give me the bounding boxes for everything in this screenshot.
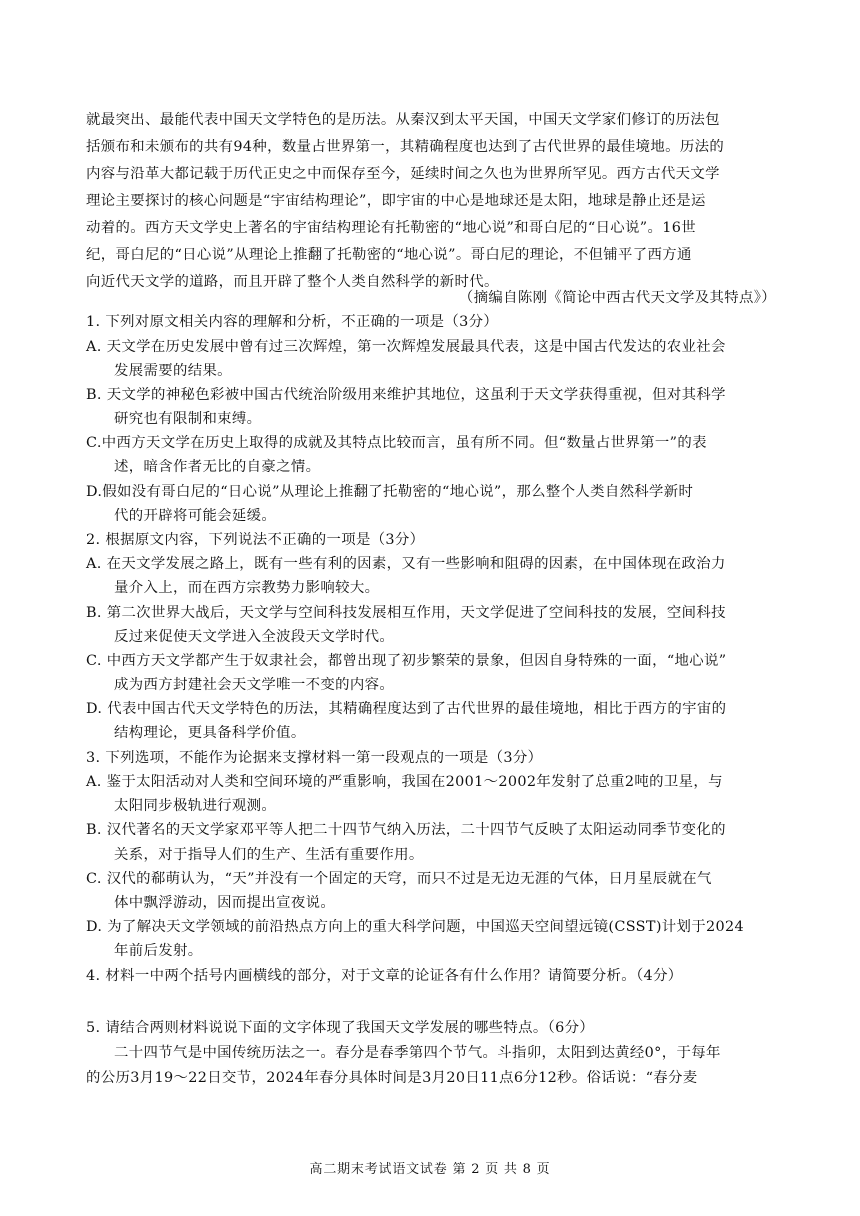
q2-option-a: A. 在天文学发展之路上，既有一些有利的因素，又有一些影响和阻碍的因素，在中国体现在政治力 xyxy=(86,556,726,572)
q1-option-d: D.假如没有哥白尼的“日心说”从理论上推翻了托勒密的“地心说”，那么整个人类自然科学新时 xyxy=(86,484,694,500)
q2-option-d-cont: 结构理论，更具备科学价值。 xyxy=(114,725,306,741)
q3-option-c: C. 汉代的郗萌认为，“天”并没有一个固定的天穹，而只不过是无边无涯的气体，日月星辰就在气 xyxy=(86,871,712,887)
q2-option-c: C. 中西方天文学都产生于奴隶社会，都曾出现了初步繁荣的景象，但因自身特殊的一面，“地心说” xyxy=(86,653,727,669)
q5-material-line: 二十四节气是中国传统历法之一。春分是春季第四个节气。斗指卯，太阳到达黄经0°，于每年 xyxy=(114,1045,721,1061)
q1-option-d-cont: 代的开辟将可能会延缓。 xyxy=(114,508,277,524)
q1-option-c: C.中西方天文学在历史上取得的成就及其特点比较而言，虽有所不同。但“数量占世界第一”的表 xyxy=(86,435,707,451)
question-4-stem: 4. 材料一中两个括号内画横线的部分，对于文章的论证各有什么作用？请简要分析。（4分） xyxy=(86,968,683,984)
q3-option-b-cont: 关系，对于指导人们的生产、生活有重要作用。 xyxy=(114,847,424,863)
q1-option-b: B. 天文学的神秘色彩被中国古代统治阶级用来维护其地位，这虽利于天文学获得重视，但对其科学 xyxy=(86,387,726,403)
q3-option-a: A. 鉴于太阳活动对人类和空间环境的严重影响，我国在2001～2002年发射了总重2吨的卫星，与 xyxy=(86,774,723,790)
q5-material-line: 的公历3月19～22日交节，2024年春分具体时间是3月20日11点6分12秒。俗话说：“春分麦 xyxy=(86,1070,698,1086)
q3-option-b: B. 汉代著名的天文学家邓平等人把二十四节气纳入历法，二十四节气反映了太阳运动同季节变化的 xyxy=(86,822,726,838)
q3-option-c-cont: 体中飘浮游动，因而提出宣夜说。 xyxy=(114,895,336,911)
passage-line: 内容与沿革大都记载于历代正史之中而保存至今，延续时间之久也为世界所罕见。西方古代天文学 xyxy=(86,166,720,182)
q2-option-b: B. 第二次世界大战后，天文学与空间科技发展相互作用，天文学促进了空间科技的发展，空间科技 xyxy=(86,605,726,621)
q3-option-d-cont: 年前后发射。 xyxy=(114,943,203,959)
q3-option-a-cont: 太阳同步极轨进行观测。 xyxy=(114,798,277,814)
passage-line: 理论主要探讨的核心问题是“宇宙结构理论”，即宇宙的中心是地球还是太阳，地球是静止还是运 xyxy=(86,193,706,209)
source-citation: （摘编自陈刚《简论中西古代天文学及其特点》） xyxy=(458,290,776,306)
q1-option-b-cont: 研究也有限制和束缚。 xyxy=(114,411,262,427)
q2-option-c-cont: 成为西方封建社会天文学唯一不变的内容。 xyxy=(114,677,395,693)
q2-option-b-cont: 反过来促使天文学进入全波段天文学时代。 xyxy=(114,629,395,645)
q1-option-c-cont: 述，暗含作者无比的自豪之情。 xyxy=(114,459,321,475)
passage-line: 动着的。西方天文学史上著名的宇宙结构理论有托勒密的“地心说”和哥白尼的“日心说”。16世 xyxy=(86,220,696,236)
q2-option-a-cont: 量介入上，而在西方宗教势力影响较大。 xyxy=(114,580,380,596)
passage-line: 括颁布和未颁布的共有94种，数量占世界第一，其精确程度也达到了古代世界的最佳境地。历法的 xyxy=(86,139,725,155)
q1-option-a-cont: 发展需要的结果。 xyxy=(114,363,232,379)
passage-line: 向近代天文学的道路，而且开辟了整个人类自然科学的新时代。 xyxy=(86,274,499,290)
q2-option-d: D. 代表中国古代天文学特色的历法，其精确程度达到了古代世界的最佳境地，相比于西方的宇宙的 xyxy=(86,701,727,717)
passage-line: 纪，哥白尼的“日心说”从理论上推翻了托勒密的“地心说”。哥白尼的理论，不但铺平了西方通 xyxy=(86,247,692,263)
question-1-stem: 1. 下列对原文相关内容的理解和分析，不正确的一项是（3分） xyxy=(86,314,499,330)
page-footer: 高二期末考试语文试卷 第 2 页 共 8 页 xyxy=(309,1162,551,1177)
q1-option-a: A. 天文学在历史发展中曾有过三次辉煌，第一次辉煌发展最具代表，这是中国古代发达的农业社会 xyxy=(86,339,726,355)
question-5-stem: 5. 请结合两则材料说说下面的文字体现了我国天文学发展的哪些特点。（6分） xyxy=(86,1020,595,1036)
question-2-stem: 2. 根据原文内容，下列说法不正确的一项是（3分） xyxy=(86,532,425,548)
q3-option-d: D. 为了解决天文学领域的前沿热点方向上的重大科学问题，中国巡天空间望远镜(CSST)计划于2024 xyxy=(86,919,745,935)
passage-line: 就最突出、最能代表中国天文学特色的是历法。从秦汉到太平天国，中国天文学家们修订的历法包 xyxy=(86,112,720,128)
question-3-stem: 3. 下列选项，不能作为论据来支撑材料一第一段观点的一项是（3分） xyxy=(86,750,543,766)
